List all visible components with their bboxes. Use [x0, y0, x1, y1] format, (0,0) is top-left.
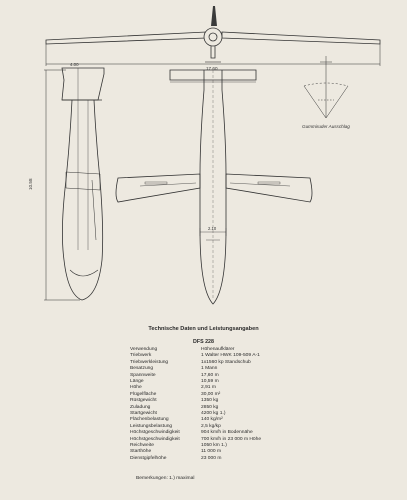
- spec-row: [0, 437, 407, 443]
- spec-value: 1 Walter HWK 109-509 A-1: [201, 353, 260, 359]
- spec-value: 10,59 m: [201, 379, 219, 384]
- spec-value: 11 000 m: [201, 449, 222, 455]
- spec-value: 700 km/h in 23 000 m Höhe: [201, 436, 262, 442]
- spec-value: 1 Mann: [201, 366, 218, 372]
- spec-label: Spannweite: [130, 372, 156, 378]
- remarks: Bemerkungen: 1.) maximal: [136, 476, 195, 481]
- spec-value: 2,91 m: [201, 385, 216, 391]
- spec-label: Höhe: [130, 385, 142, 391]
- spec-value: Höhenaufklärer: [201, 347, 235, 352]
- spec-row: [0, 353, 407, 359]
- spec-value: 1050 km 1.): [201, 443, 227, 448]
- spec-label: Rüstgewicht: [130, 398, 157, 404]
- spec-row: [0, 385, 407, 391]
- spec-value: 17,60 m: [201, 372, 219, 378]
- rudder-deflection-detail: [304, 56, 348, 118]
- specs-table: [0, 347, 407, 487]
- spec-label: Höchstgeschwindigkeit: [130, 430, 180, 436]
- spec-value: 23 000 m: [201, 455, 222, 461]
- spec-label: Reichweite: [130, 443, 154, 448]
- spec-value: 1x1560 kp Standschub: [201, 359, 251, 365]
- front-view: [46, 6, 380, 62]
- spec-label: Triebwerk: [130, 353, 152, 359]
- spec-value: 140 kg/m²: [201, 417, 223, 423]
- spec-row: [0, 417, 407, 423]
- spec-row: [0, 366, 407, 372]
- spec-value: 2,5 kg/kp: [201, 423, 221, 429]
- spec-label: Leistungsbelastung: [130, 423, 173, 429]
- spec-label: Länge: [130, 379, 144, 384]
- spec-label: Triebwerkleistung: [130, 359, 169, 365]
- side-view: [62, 68, 104, 300]
- spec-value: 4200 kg 1.): [201, 411, 226, 416]
- span-value: 17.60: [206, 66, 218, 71]
- spec-label: Verwendung: [130, 347, 158, 352]
- tail-dim-value: 4.00: [70, 62, 79, 67]
- spec-row: [0, 373, 407, 379]
- spec-row: [0, 456, 407, 462]
- spec-row: [0, 405, 407, 411]
- spec-row: [0, 430, 407, 436]
- aircraft-designation: DFS 228: [193, 339, 214, 345]
- spec-label: Flächenbelastung: [130, 417, 169, 423]
- plan-view: [116, 70, 312, 304]
- spec-label: Startgewicht: [130, 411, 157, 416]
- spec-row: [0, 398, 407, 404]
- span-dimension: [46, 44, 380, 66]
- spec-label: Besatzung: [130, 366, 154, 372]
- spec-value: 2850 kg: [201, 404, 219, 410]
- spec-label: Flügelfläche: [130, 391, 157, 397]
- spec-label: Zuladung: [130, 404, 151, 410]
- spec-label: Dienstgipfelhöhe: [130, 455, 167, 461]
- spec-value: 1350 kg: [201, 398, 219, 404]
- chord-dim-value: 2.10: [208, 226, 217, 231]
- section-title: Technische Daten und Leistungsangaben: [148, 326, 259, 332]
- spec-value: 30,00 m²: [201, 391, 221, 397]
- length-value: 10.58: [28, 178, 33, 190]
- spec-label: Höchstgeschwindigkeit: [130, 436, 180, 442]
- spec-row: [0, 449, 407, 455]
- spec-label: Starthöhe: [130, 449, 152, 455]
- rudder-caption: Gummiruder Ausschlag: [302, 124, 350, 129]
- spec-value: 904 km/h in Bodennähe: [201, 430, 253, 436]
- length-dimension: [44, 70, 80, 300]
